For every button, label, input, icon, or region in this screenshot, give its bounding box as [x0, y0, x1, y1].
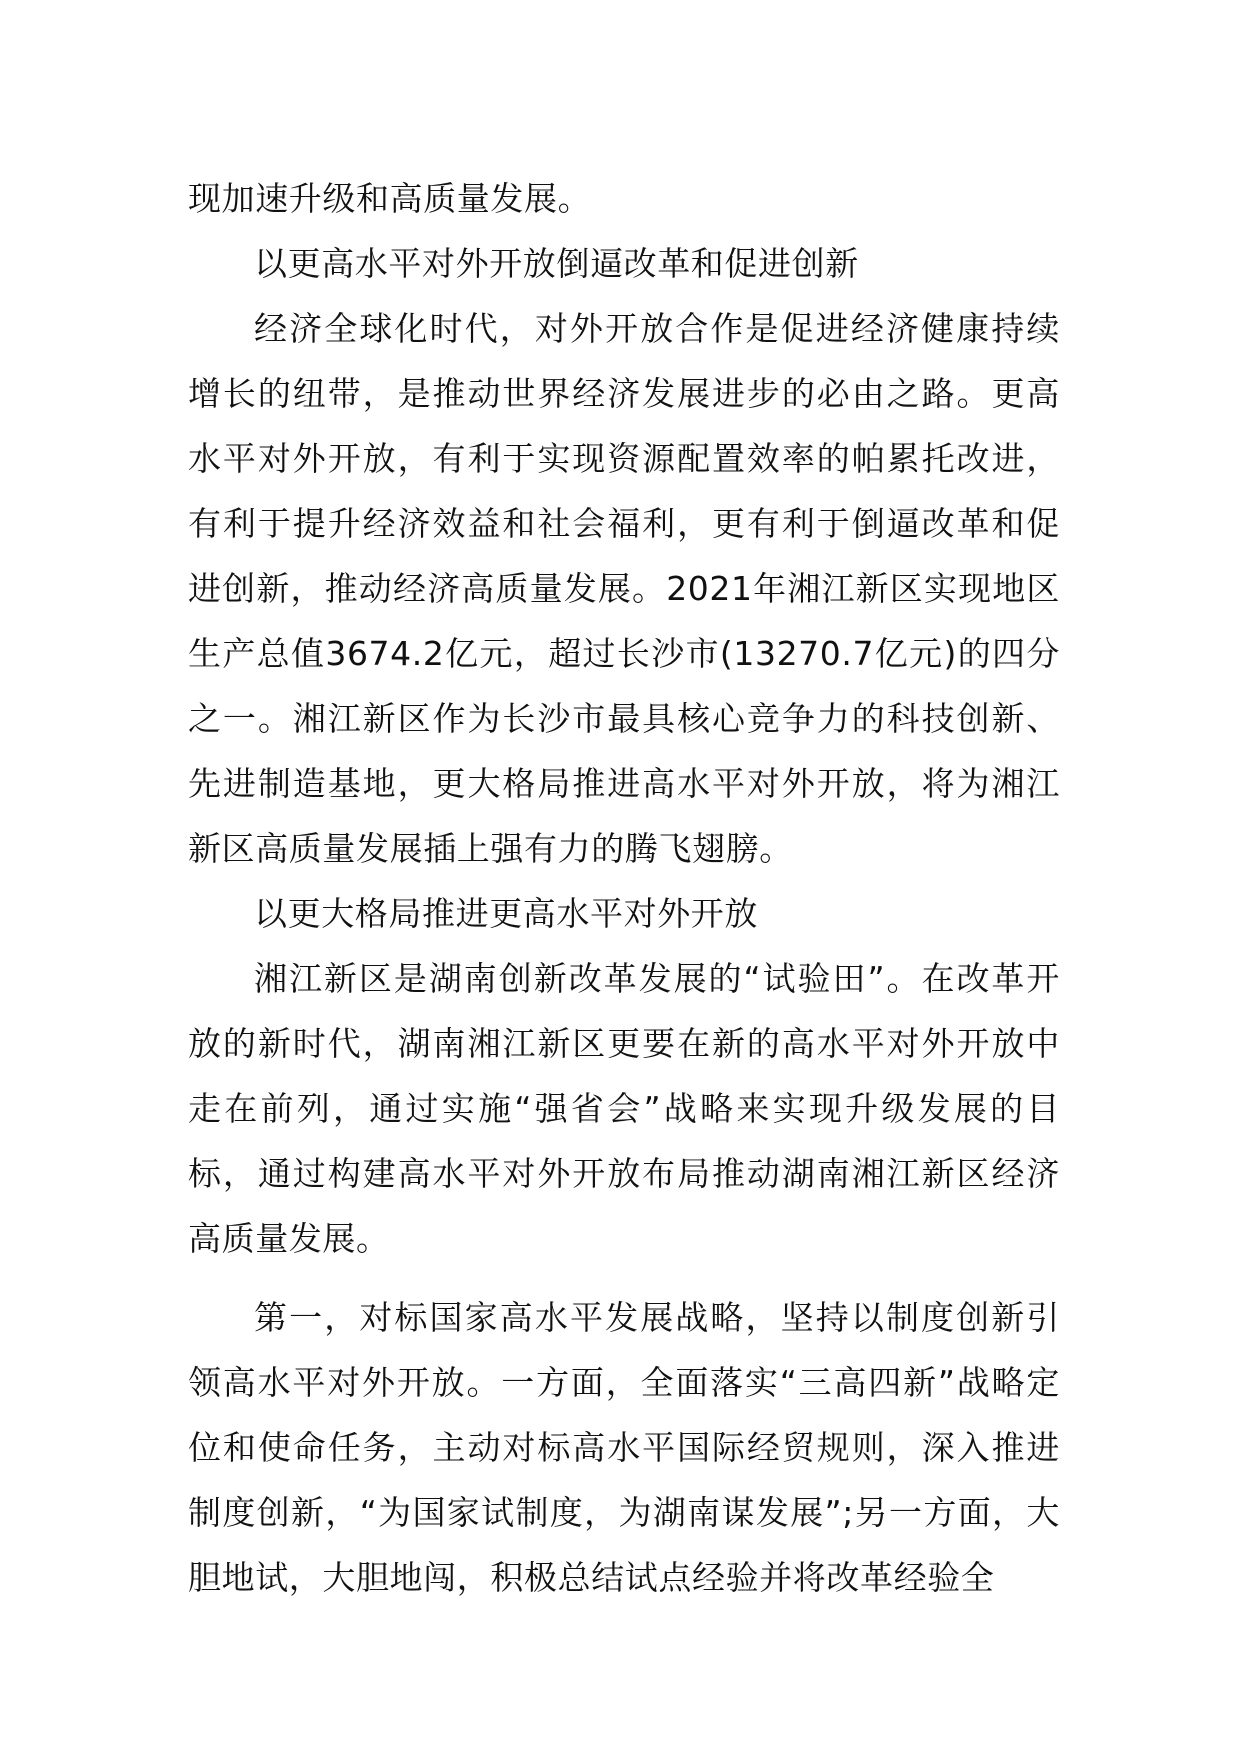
paragraph-openness-intro: 经济全球化时代，对外开放合作是促进经济健康持续增长的纽带，是推动世界经济发展进步的必由之路。更高水平对外开放，有利于实现资源配置效率的帕累托改进，有利于提升经济效益和社会福利，更有利于倒逼改革和促进创新，推动经济高质量发展。2021年湘江新区实现地区生产总值3674.2亿元，超过长沙市(13270.7亿元)的四分之一。湘江新区作为长沙市最具核心竞争力的科技创新、先进制造基地，更大格局推进高水平对外开放，将为湘江新区高质量发展插上强有力的腾飞翅膀。 [188, 309, 1060, 868]
paragraph-first-point: 第一，对标国家高水平发展战略，坚持以制度创新引领高水平对外开放。一方面，全面落实“三高四新”战略定位和使命任务，主动对标高水平国际经贸规则，深入推进制度创新，“为国家试制度，为湖南谋发展”;另一方面，大胆地试，大胆地闯，积极总结试点经验并将改革经验全 [188, 1298, 1060, 1597]
section-heading-2: 以更大格局推进更高水平对外开放 [254, 894, 758, 933]
paragraph-continuation: 现加速升级和高质量发展。 [188, 179, 592, 218]
section-heading-1: 以更高水平对外开放倒逼改革和促进创新 [254, 244, 859, 283]
document-page [188, 166, 1060, 1610]
paragraph-test-field: 湘江新区是湖南创新改革发展的“试验田”。在改革开放的新时代，湖南湘江新区更要在新的高水平对外开放中走在前列，通过实施“强省会”战略来实现升级发展的目标，通过构建高水平对外开放布局推动湖南湘江新区经济高质量发展。 [188, 959, 1060, 1258]
